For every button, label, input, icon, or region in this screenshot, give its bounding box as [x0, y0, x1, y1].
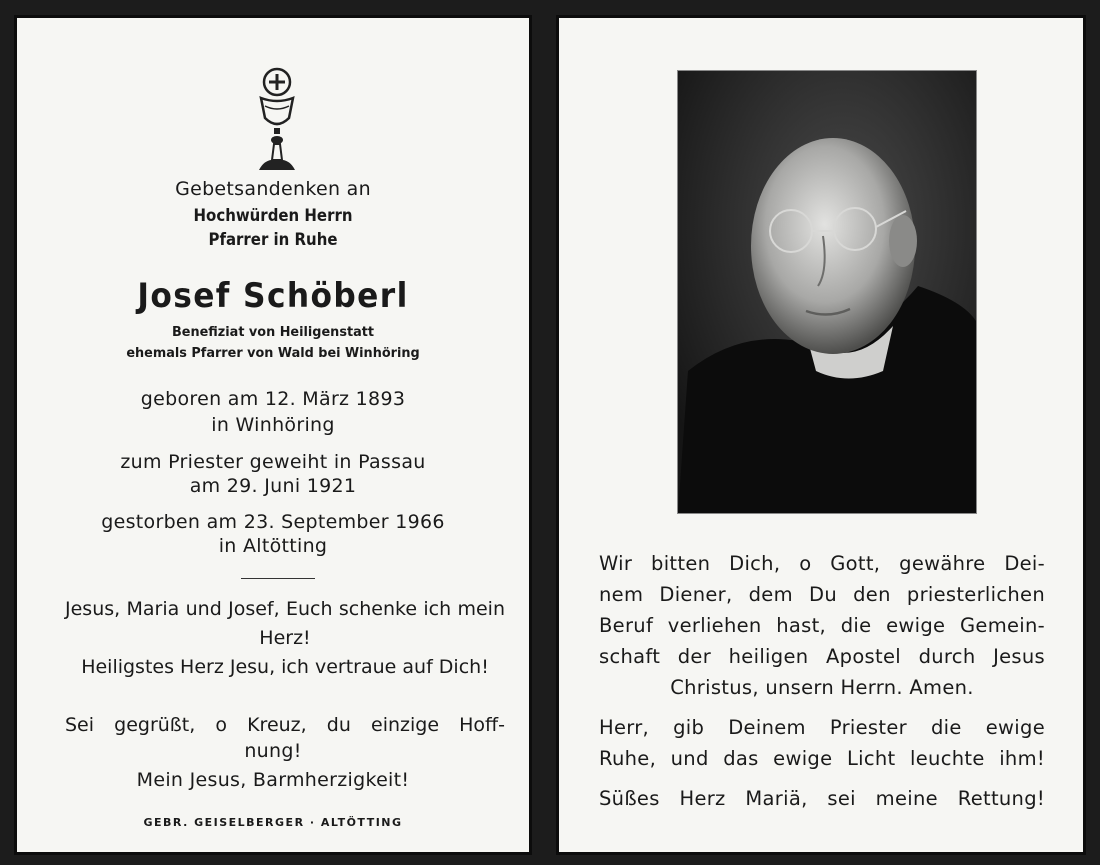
- portrait-photo: [677, 70, 977, 514]
- prayer-b-line-2: Ruhe, und das ewige Licht leuchte ihm!: [599, 747, 1045, 770]
- prayer-b-line-1: Herr, gib Deinem Priester die ewige: [599, 716, 1045, 739]
- died-line-2: in Altötting: [218, 535, 328, 557]
- title-line-1: Benefiziat von Heiligenstatt: [172, 324, 374, 340]
- heading-line-1: Gebetsandenken an: [175, 178, 371, 200]
- ordained-line-2: am 29. Juni 1921: [189, 475, 357, 497]
- prayer-a-line-4: schaft der heiligen Apostel durch Jesus: [599, 645, 1045, 668]
- prayer-2: Heiligstes Herz Jesu, ich vertraue auf Dich!: [81, 656, 489, 678]
- memorial-card-front: [14, 15, 532, 855]
- prayer-a-line-2: nem Diener, dem Du den priesterlichen: [599, 583, 1045, 606]
- prayer-3-line-1: Sei gegrüßt, o Kreuz, du einzige Hoff-: [65, 714, 505, 736]
- heading-line-3: Pfarrer in Ruhe: [208, 230, 338, 250]
- title-line-2: ehemals Pfarrer von Wald bei Winhöring: [126, 345, 420, 361]
- prayer-1: Jesus, Maria und Josef, Euch schenke ich mein Herz!: [65, 598, 505, 649]
- prayer-a-line-5: Christus, unsern Herrn. Amen.: [670, 676, 974, 699]
- ordained-line-1: zum Priester geweiht in Passau: [120, 451, 426, 473]
- prayer-a-line-1: Wir bitten Dich, o Gott, gewähre Dei-: [599, 552, 1045, 575]
- prayer-c: Süßes Herz Mariä, sei meine Rettung!: [599, 787, 1045, 810]
- born-line-1: geboren am 12. März 1893: [140, 388, 406, 410]
- heading-line-2: Hochwürden Herrn: [193, 206, 353, 226]
- deceased-name: Josef Schöberl: [137, 276, 409, 316]
- divider: [241, 578, 315, 579]
- born-line-2: in Winhöring: [211, 414, 335, 436]
- died-line-1: gestorben am 23. September 1966: [101, 511, 445, 533]
- prayer-3-line-2: nung!: [244, 740, 302, 762]
- prayer-a-line-3: Beruf verliehen hast, die ewige Gemein-: [599, 614, 1045, 637]
- memorial-card-back: [556, 15, 1086, 855]
- prayer-4: Mein Jesus, Barmherzigkeit!: [136, 769, 410, 791]
- chalice-host-icon: [247, 60, 307, 175]
- printer-credit: GEBR. GEISELBERGER · ALTÖTTING: [143, 816, 403, 829]
